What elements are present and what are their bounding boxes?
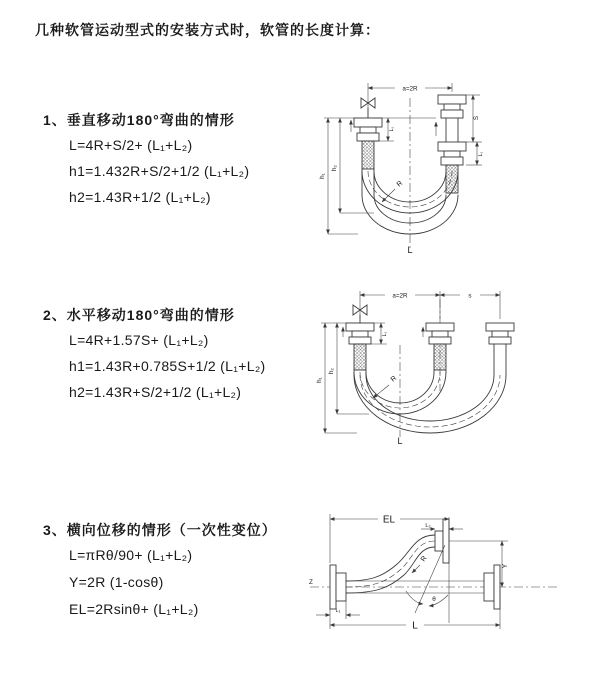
dim-label-h1: h₁ — [316, 377, 323, 383]
dim-label-l1: L₁ — [382, 331, 388, 337]
dim-l — [330, 589, 500, 632]
top-flange-moved — [435, 519, 449, 563]
dim-label-a2r: a=2R — [402, 85, 418, 93]
fitting-2 — [426, 323, 454, 344]
section-3-heading: 3、横向位移的情形（一次性变位） — [43, 522, 277, 538]
diagram-vertical-180-bend — [316, 76, 566, 256]
section-2-heading: 2、水平移动180°弯曲的情形 — [43, 307, 235, 323]
diagram-horizontal-180-bend — [313, 285, 568, 450]
dim-label-l: L — [397, 436, 403, 446]
dim-label-r: R — [419, 554, 429, 564]
dim-a2r — [360, 291, 500, 319]
dim-label-r: R — [389, 374, 399, 384]
radius-leader — [373, 385, 389, 398]
section-3-formula-L: L=πRθ/90+ (L₁+L₂) — [69, 547, 193, 563]
radius-leader — [412, 565, 420, 573]
dim-label-l1: L₁ — [389, 126, 395, 132]
left-hose-braid — [362, 141, 374, 169]
section-1-formula-L: L=4R+S/2+ (L₁+L₂) — [69, 137, 193, 153]
dim-label-h2: h₂ — [328, 368, 335, 374]
radius-leader — [382, 189, 395, 202]
fitting-3-moved — [486, 323, 514, 344]
section-1-formula-h1: h1=1.432R+S/2+1/2 (L₁+L₂) — [69, 163, 250, 179]
section-2-formula-L: L=4R+1.57S+ (L₁+L₂) — [69, 332, 209, 348]
dim-label-r: R — [395, 179, 405, 189]
dim-label-s: S — [473, 115, 480, 121]
section-2-formula-h2: h2=1.43R+S/2+1/2 (L₁+L₂) — [69, 384, 242, 400]
hose-u-bend-moved — [354, 344, 506, 433]
dim-label-l1-right: L₁ — [478, 151, 484, 157]
page-title: 几种软管运动型式的安装方式时，软管的长度计算： — [35, 22, 380, 38]
dim-label-a2r: a=2R — [392, 292, 408, 300]
left-flange — [330, 565, 346, 609]
fitting-1 — [346, 323, 374, 344]
right-fitting-lower — [438, 142, 466, 165]
hose-braid-2 — [434, 344, 446, 370]
dim-l1-right — [466, 142, 484, 165]
dim-label-l1: L₁ — [335, 608, 341, 614]
hose-displaced — [346, 535, 435, 593]
dim-el — [330, 514, 449, 623]
dim-s — [440, 293, 500, 300]
dim-label-l2: L₂ — [425, 522, 431, 529]
dim-label-theta: θ — [432, 596, 436, 603]
right-hose-braid — [446, 165, 458, 193]
section-2-formula-h1: h1=1.43R+0.785S+1/2 (L₁+L₂) — [69, 358, 266, 374]
dim-label-el: EL — [382, 514, 396, 526]
dim-label-h1: h₁ — [319, 173, 326, 179]
hose-braid-1 — [354, 344, 366, 370]
right-fitting-upper — [438, 95, 466, 118]
section-1-heading: 1、垂直移动180°弯曲的情形 — [43, 112, 235, 128]
dim-l1 — [316, 601, 360, 619]
dim-l2 — [421, 523, 463, 529]
dim-s — [466, 95, 482, 142]
dim-label-h2: h₂ — [331, 165, 338, 171]
dim-label-s: s — [468, 292, 472, 300]
dim-label-y: Y — [502, 563, 509, 569]
section-3-formula-Y: Y=2R (1-cosθ) — [69, 574, 164, 590]
section-3-formula-EL: EL=2Rsinθ+ (L₁+L₂) — [69, 601, 199, 617]
dim-h1 — [319, 118, 358, 234]
datum-label-z: Z — [309, 579, 313, 586]
left-fitting — [354, 118, 382, 141]
dim-label-l: L — [407, 245, 413, 255]
section-1-formula-h2: h2=1.43R+1/2 (L₁+L₂) — [69, 189, 211, 205]
dim-label-l: L — [412, 620, 418, 632]
diagram-lateral-displacement — [308, 505, 573, 640]
